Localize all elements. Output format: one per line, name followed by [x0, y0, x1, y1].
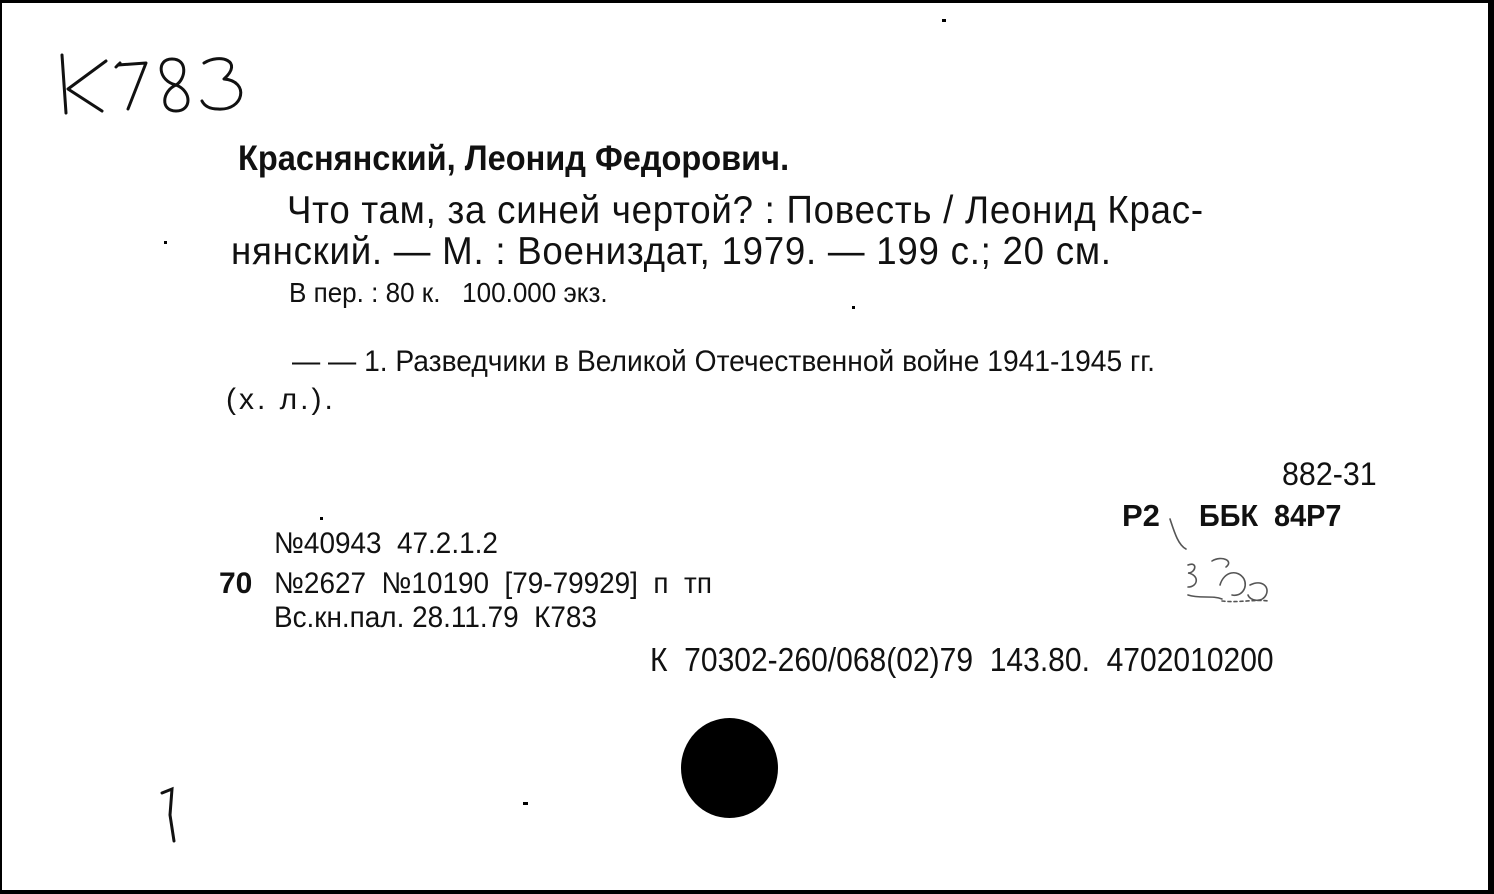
- record-line-1: №40943 47.2.1.2: [274, 527, 498, 560]
- speck: [320, 517, 323, 520]
- title-line-1: Что там, за синей чертой? : Повесть / Леонид Крас-: [287, 189, 1204, 232]
- record-prefix: 70: [219, 567, 253, 600]
- class-number: 882-31: [1282, 456, 1377, 492]
- bbk-index: ББК 84Р7: [1199, 498, 1342, 533]
- pencil-scribble: [1152, 515, 1282, 610]
- pencil-mark: [154, 785, 190, 847]
- p2-label: Р2: [1122, 498, 1160, 533]
- speck: [523, 802, 528, 805]
- record-line-3: Вс.кн.пал. 28.11.79 К783: [274, 601, 597, 634]
- speck: [942, 19, 946, 22]
- isbn-line: К 70302-260/068(02)79 143.80. 4702010200: [650, 641, 1274, 678]
- subject-line-2: (х. л.).: [226, 383, 336, 416]
- punch-hole: [681, 718, 778, 818]
- author-heading: Краснянский, Леонид Федорович.: [238, 139, 790, 178]
- subject-line-1: — — 1. Разведчики в Великой Отечественной войне 1941-1945 гг.: [292, 345, 1155, 378]
- price-line: В пер. : 80 к. 100.000 экз.: [289, 277, 608, 308]
- speck: [852, 306, 855, 309]
- speck: [164, 241, 167, 244]
- title-line-2: нянский. — М. : Воениздат, 1979. — 199 с.; 20 см.: [231, 230, 1112, 273]
- handwritten-call-number: [54, 51, 254, 121]
- record-line-2: №2627 №10190 [79-79929] п тп: [274, 567, 712, 600]
